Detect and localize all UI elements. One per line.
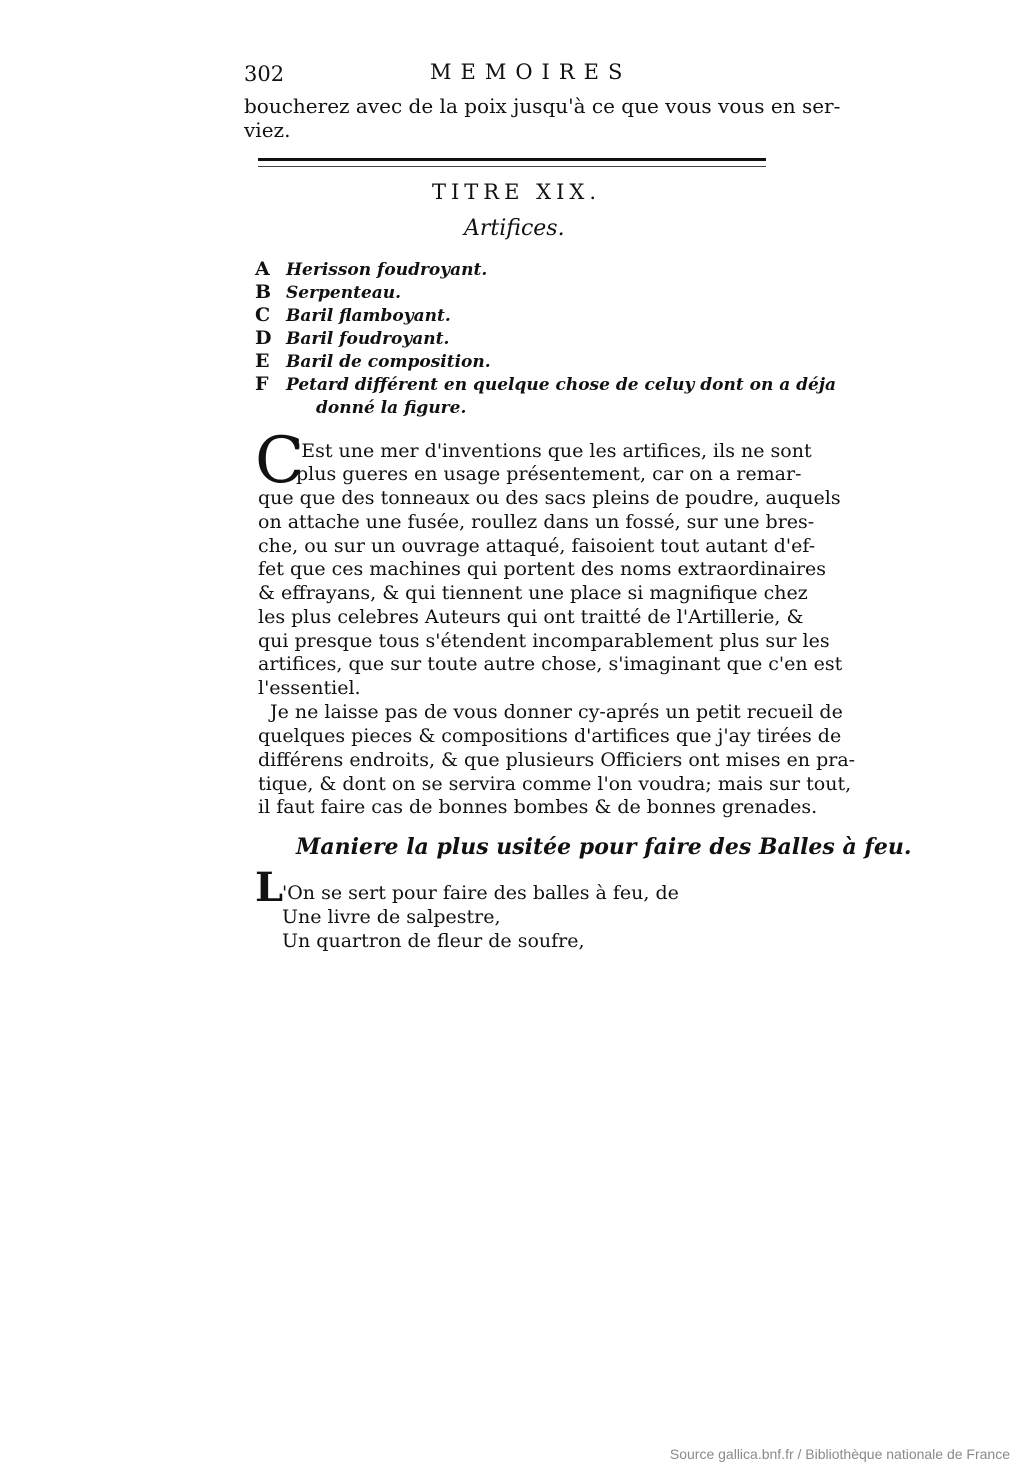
legend-item: Herisson foudroyant. — [286, 260, 488, 280]
paragraph-line: fet que ces machines qui portent des noms extraordinaires — [258, 558, 827, 580]
legend-key: E — [255, 350, 270, 372]
drop-cap: L — [255, 864, 284, 911]
paragraph-line: che, ou sur un ouvrage attaqué, faisoient tout autant d'ef- — [258, 535, 816, 557]
page-number: 302 — [244, 62, 285, 86]
legend-key: B — [255, 281, 272, 303]
source-footer: Source gallica.bnf.fr / Bibliothèque nationale de France — [669, 1446, 1010, 1462]
paragraph-line: différens endroits, & que plusieurs Officiers ont mises en pra- — [258, 749, 856, 771]
section-title: TITRE XIX. — [432, 180, 601, 204]
paragraph-line: quelques pieces & compositions d'artifices que j'ay tirées de — [258, 725, 842, 747]
paragraph-line: il faut faire cas de bonnes bombes & de bonnes grenades. — [258, 796, 818, 818]
legend-item: Baril de composition. — [286, 352, 491, 372]
paragraph-line: artifices, que sur toute autre chose, s'imaginant que c'en est — [258, 653, 843, 675]
legend-item: Petard différent en quelque chose de celuy dont on a déja — [286, 375, 837, 395]
paragraph-line: les plus celebres Auteurs qui ont traitté de l'Artillerie, & — [258, 606, 804, 628]
paragraph-line: Un quartron de fleur de soufre, — [282, 930, 585, 952]
text-line: viez. — [244, 118, 291, 142]
paragraph-line: tique, & dont on se servira comme l'on voudra; mais sur tout, — [258, 773, 852, 795]
paragraph-line: l'essentiel. — [258, 677, 361, 699]
legend-key: F — [255, 373, 269, 395]
legend-key: A — [255, 258, 270, 280]
legend-key: C — [255, 304, 271, 326]
paragraph-line: 'On se sert pour faire des balles à feu, de — [282, 882, 679, 904]
legend-item: Baril flamboyant. — [286, 306, 451, 326]
drop-cap: C — [255, 424, 304, 498]
section-rule-thin — [258, 166, 766, 167]
running-title: MEMOIRES — [430, 60, 632, 84]
legend-key: D — [255, 327, 272, 349]
section-subtitle: Artifices. — [464, 216, 565, 241]
paragraph-line: 'Est une mer d'inventions que les artifices, ils ne sont — [296, 440, 812, 462]
paragraph-line: on attache une fusée, roullez dans un fossé, sur une bres- — [258, 511, 815, 533]
section-rule — [258, 158, 766, 161]
paragraph-line: plus gueres en usage présentement, car on a remar- — [296, 463, 802, 485]
subsection-heading: Maniere la plus usitée pour faire des Balles à feu. — [296, 834, 912, 860]
paragraph-line: & effrayans, & qui tiennent une place si magnifique chez — [258, 582, 808, 604]
legend-item: Baril foudroyant. — [286, 329, 450, 349]
text-line: boucherez avec de la poix jusqu'à ce que vous vous en ser- — [244, 94, 841, 118]
paragraph-line: Je ne laisse pas de vous donner cy-aprés un petit recueil de — [270, 701, 843, 723]
legend-item: Serpenteau. — [286, 283, 402, 303]
legend-item-continuation: donné la figure. — [316, 398, 467, 418]
paragraph-line: Une livre de salpestre, — [282, 906, 501, 928]
paragraph-line: que que des tonneaux ou des sacs pleins de poudre, auquels — [258, 487, 841, 509]
paragraph-line: qui presque tous s'étendent incomparablement plus sur les — [258, 630, 830, 652]
